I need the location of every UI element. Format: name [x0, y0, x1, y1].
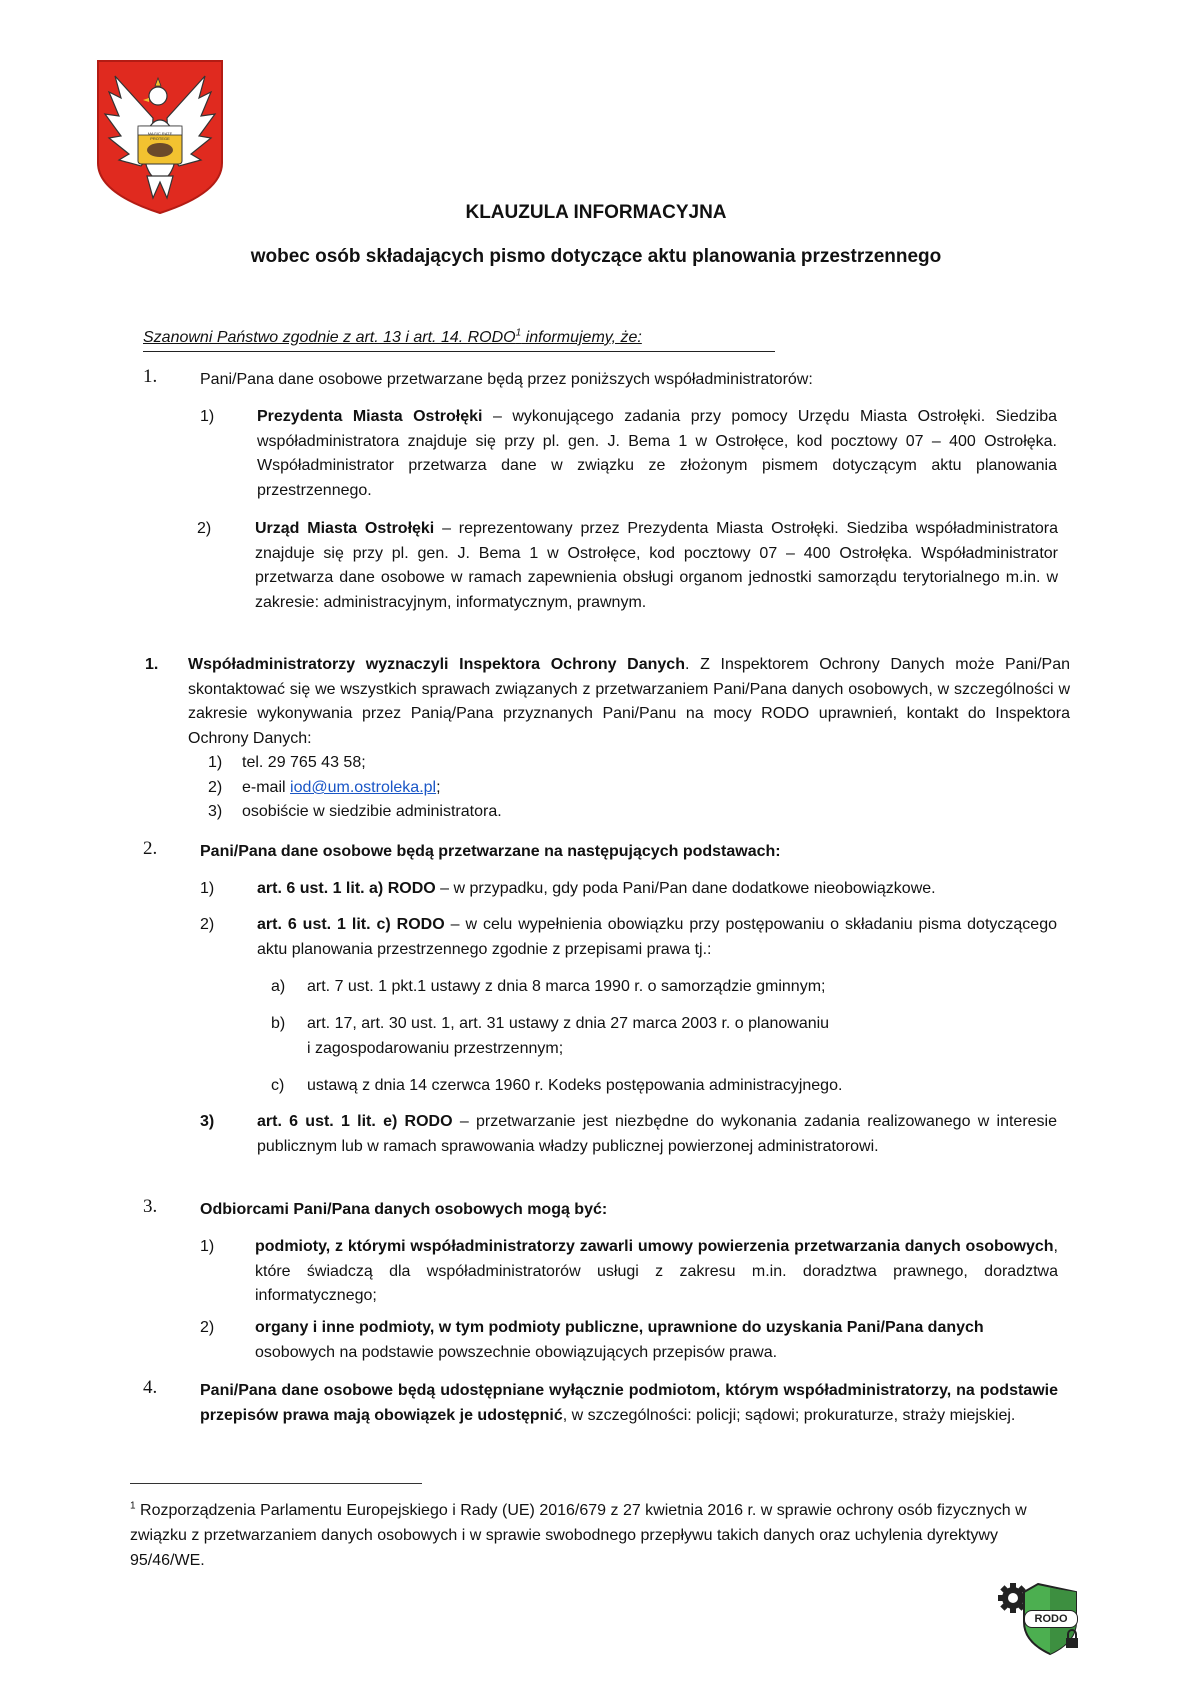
section-1-text: Pani/Pana dane osobowe przetwarzane będą przez poniższych współadministratorów: — [200, 371, 813, 388]
page-subtitle: wobec osób składających pismo dotyczące aktu planowania przestrzennego — [250, 246, 942, 267]
section-2-item-1-number: 1) — [200, 880, 215, 897]
subitem-c: ustawą z dnia 14 czerwca 1960 r. Kodeks postępowania administracyjnego. — [307, 1077, 843, 1094]
contact-1-number: 1) — [208, 754, 223, 771]
section-2-item-2-number: 2) — [200, 916, 215, 933]
contact-in-person: osobiście w siedzibie administratora. — [242, 803, 502, 820]
subitem-c-number: c) — [271, 1077, 285, 1094]
email-link[interactable]: iod@um.ostroleka.pl — [290, 779, 437, 796]
contact-phone: tel. 29 765 43 58; — [242, 754, 366, 771]
crest-motto: MAGIC RATE PROTEGE — [147, 131, 173, 141]
section-2-item-3-number: 3) — [200, 1113, 215, 1130]
section-4-text: Pani/Pana dane osobowe będą udostępniane wyłącznie podmiotom, którym współadministratorzy, na podstawie przepisów prawa mają obowiązek je udostępnić, w szczególności: policji; sądowi; prokuraturze, straży miejskiej. — [200, 1382, 1058, 1424]
city-crest-logo — [95, 58, 225, 216]
subitem-a-number: a) — [271, 978, 286, 995]
page-title: KLAUZULA INFORMACYJNA — [465, 202, 727, 223]
section-1-number: 1. — [143, 366, 158, 387]
section-3-item-2: organy i inne podmioty, w tym podmioty publiczne, uprawnione do uzyskania Pani/Pana danych osobowych na podstawie powszechnie obowiązujących przepisów prawa. — [255, 1319, 984, 1361]
rodo-logo — [998, 1580, 1084, 1658]
contact-3-number: 3) — [208, 803, 223, 820]
section-1-item-1-number: 1) — [200, 408, 215, 425]
subitem-b-line-1: art. 17, art. 30 ust. 1, art. 31 ustawy z dnia 27 marca 2003 r. o planowaniu — [307, 1015, 830, 1032]
section-2-item-1: art. 6 ust. 1 lit. a) RODO – w przypadku, gdy poda Pani/Pan dane dodatkowe nieobowiązkowe. — [257, 880, 936, 897]
section-1-item-2-number: 2) — [197, 520, 212, 537]
footnote-separator — [130, 1483, 422, 1484]
intro-text: Szanowni Państwo zgodnie z art. 13 i art. 14. RODO$^1$ informujemy, że: — [143, 327, 642, 346]
section-1-item-1: Prezydenta Miasta Ostrołęki – wykonującego zadania przy pomocy Urzędu Miasta Ostrołęki. Siedziba współadministratora znajduje się przy pl. gen. J. Bema 1 w Ostrołęce, kod pocztowy 07 – 400 Ostrołęka. Współadministrator przetwarza dane w związku ze złożonym pismem dotyczącym aktu planowania przestrzennego. — [257, 408, 1058, 499]
section-2-item-3: art. 6 ust. 1 lit. e) RODO – przetwarzanie jest niezbędne do wykonania zadania realizowanego w interesie publicznym lub w ramach sprawowania władzy publicznej powierzonej administratorowi. — [257, 1113, 1057, 1155]
section-2-heading: Pani/Pana dane osobowe będą przetwarzane na następujących podstawach: — [200, 843, 781, 860]
section-2-number: 2. — [143, 838, 158, 859]
section-1b-text: Współadministratorzy wyznaczyli Inspektora Ochrony Danych. Z Inspektorem Ochrony Danych może Pani/Pan skontaktować się we wszystkich sprawach związanych z przetwarzaniem Pani/Pana danych osobowych, w szczególności w zakresie wykonywania przez Panią/Pana przyznanych Pani/Panu na mocy RODO uprawnień, kontakt do Inspektora Ochrony Danych: — [188, 656, 1070, 747]
subitem-a: art. 7 ust. 1 pkt.1 ustawy z dnia 8 marca 1990 r. o samorządzie gminnym; — [307, 978, 826, 995]
section-2-item-2: art. 6 ust. 1 lit. c) RODO – w celu wypełnienia obowiązku przy postępowaniu o składaniu pisma dotyczącego aktu planowania przestrzennego zgodnie z przepisami prawa tj.: — [257, 916, 1057, 958]
section-4-number: 4. — [143, 1377, 158, 1398]
section-1b-number: 1. — [145, 656, 159, 673]
contact-2-number: 2) — [208, 779, 223, 796]
footnote: $^1$ Rozporządzenia Parlamentu Europejskiego i Rady (UE) 2016/679 z 27 kwietnia 2016 r. w sprawie ochrony osób fizycznych w związku z przetwarzaniem danych osobowych i w sprawie swobodnego przepływu takich danych oraz uchylenia dyrektywy 95/46/WE. — [130, 1500, 1027, 1569]
section-3-heading: Odbiorcami Pani/Pana danych osobowych mogą być: — [200, 1201, 608, 1218]
section-1-item-2: Urząd Miasta Ostrołęki – reprezentowany przez Prezydenta Miasta Ostrołęki. Siedziba współadministratora znajduje się przy pl. gen. J. Bema 1 w Ostrołęce, kod pocztowy 07 – 400 Ostrołęka. Współadministrator przetwarza dane osobowe w ramach zapewnienia obsługi organom jednostki samorządu terytorialnego m.in. w zakresie: administracyjnym, informatycznym, prawnym. — [255, 520, 1059, 611]
section-3-item-1-number: 1) — [200, 1238, 215, 1255]
contact-email: e-mail iod@um.ostroleka.pl; — [242, 779, 441, 796]
intro-underline — [143, 351, 775, 352]
section-3-item-1: podmioty, z którymi współadministratorzy zawarli umowy powierzenia przetwarzania danych osobowych, które świadczą dla współadministratorów usługi z zakresu m.in. doradztwa prawnego, doradztwa informatycznego; — [255, 1238, 1058, 1304]
subitem-b-line-2: i zagospodarowaniu przestrzennym; — [307, 1040, 564, 1057]
section-3-number: 3. — [143, 1196, 158, 1217]
section-3-item-2-number: 2) — [200, 1319, 215, 1336]
rodo-label: RODO — [1024, 1610, 1078, 1628]
subitem-b-number: b) — [271, 1015, 286, 1032]
